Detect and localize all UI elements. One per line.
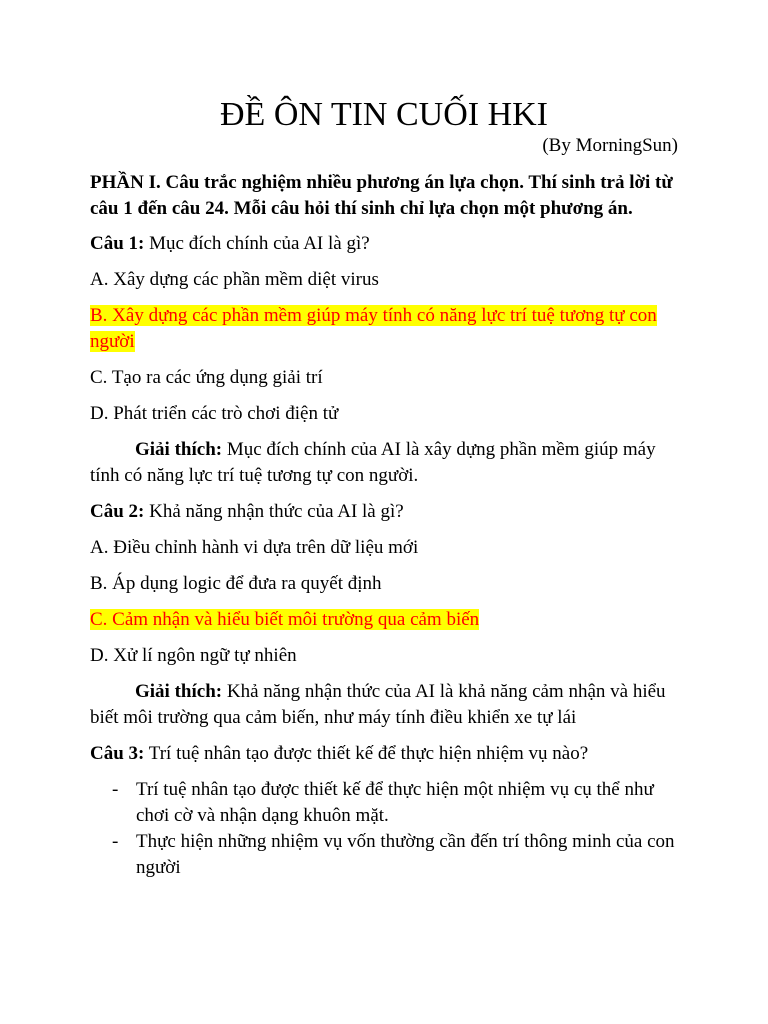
- explanation-label: Giải thích:: [135, 439, 223, 460]
- question-2-correct-answer: C. Cảm nhận và hiểu biết môi trường qua cảm biến: [90, 609, 480, 630]
- question-3-label: Câu 3:: [90, 743, 145, 764]
- explanation-label: Giải thích:: [135, 681, 223, 702]
- question-2-label: Câu 2:: [90, 501, 145, 522]
- question-1-option-b: [90, 303, 680, 355]
- list-item: [90, 829, 680, 881]
- question-2-explanation: [90, 679, 680, 731]
- question-1-label: Câu 1:: [90, 233, 145, 254]
- question-1-option-d: D. Phát triển các trò chơi điện tử: [90, 403, 339, 424]
- question-1-option-c: C. Tạo ra các ứng dụng giải trí: [90, 367, 323, 388]
- dash-marker: -: [112, 831, 119, 852]
- question-1-explanation: [90, 437, 680, 489]
- question-1-correct-answer: B. Xây dựng các phần mềm giúp máy tính có năng lực trí tuệ tương tự con người: [90, 305, 657, 352]
- question-2: [90, 499, 680, 525]
- question-2-option-c: [90, 607, 680, 633]
- question-1-option-a: A. Xây dựng các phần mềm diệt virus: [90, 269, 379, 290]
- question-2-option-b: B. Áp dụng logic để đưa ra quyết định: [90, 573, 382, 594]
- question-3-bullet-list: [90, 777, 680, 881]
- question-2-option-d: D. Xử lí ngôn ngữ tự nhiên: [90, 645, 297, 666]
- part-1-instructions: PHẦN I. Câu trắc nghiệm nhiều phương án lựa chọn. Thí sinh trả lời từ câu 1 đến câu 24. Mỗi câu hỏi thí sinh chỉ lựa chọn một phương án.: [90, 172, 673, 219]
- list-item-text: Thực hiện những nhiệm vụ vốn thường cần đến trí thông minh của con người: [136, 831, 675, 878]
- question-1: [90, 231, 680, 257]
- document-body: [90, 170, 680, 881]
- question-3: [90, 741, 680, 767]
- dash-marker: -: [112, 779, 119, 800]
- author-credit: (By MorningSun): [542, 135, 678, 156]
- question-2-explanation-text: Khả năng nhận thức của AI là khả năng cảm nhận và hiểu biết môi trường qua cảm biến, như máy tính điều khiển xe tự lái: [90, 681, 666, 728]
- list-item: [90, 777, 680, 829]
- question-2-option-a: A. Điều chỉnh hành vi dựa trên dữ liệu mới: [90, 537, 419, 558]
- question-1-text: Mục đích chính của AI là gì?: [144, 233, 370, 254]
- document-title: ĐỀ ÔN TIN CUỐI HKI: [220, 96, 548, 133]
- question-2-text: Khả năng nhận thức của AI là gì?: [144, 501, 404, 522]
- question-1-explanation-text: Mục đích chính của AI là xây dựng phần mềm giúp máy tính có năng lực trí tuệ tương tự con người.: [90, 439, 656, 486]
- list-item-text: Trí tuệ nhân tạo được thiết kế để thực hiện một nhiệm vụ cụ thể như chơi cờ và nhận dạng khuôn mặt.: [136, 779, 654, 826]
- question-3-text: Trí tuệ nhân tạo được thiết kế để thực hiện nhiệm vụ nào?: [144, 743, 589, 764]
